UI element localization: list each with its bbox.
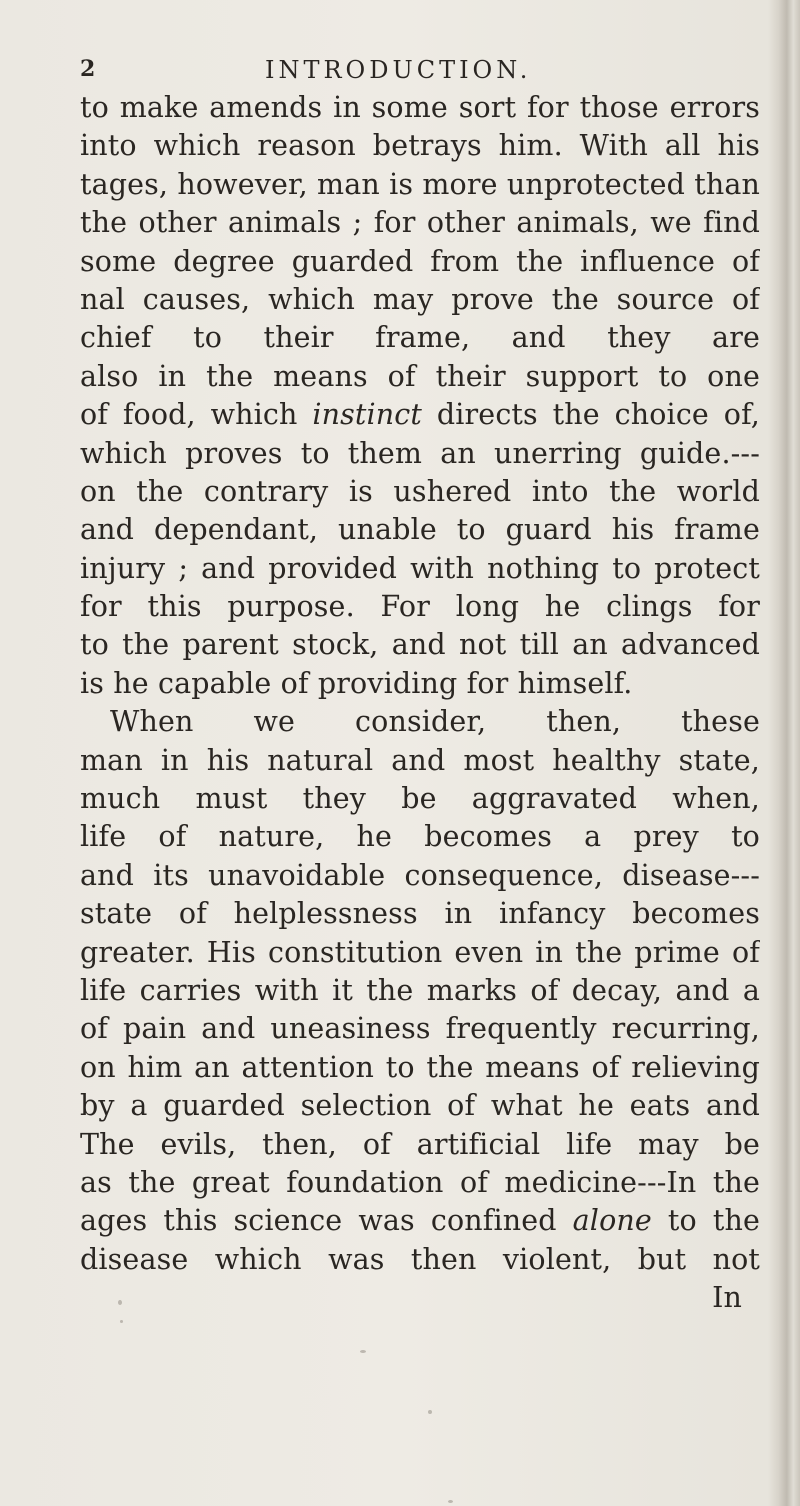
running-head: [80, 42, 760, 90]
text-line: on him an attention to the means of relieving: [80, 1050, 760, 1084]
running-head-title: INTRODUCTION.: [265, 56, 532, 84]
text-line: on the contrary is ushered into the world: [80, 474, 760, 508]
text-line: into which reason betrays him. With all his: [80, 129, 760, 163]
text-segment: ages this science was confined: [80, 1204, 573, 1238]
paper-speck: [428, 1410, 432, 1414]
page-edge: [778, 0, 800, 1506]
text-segment: directs the choice of,: [436, 398, 760, 432]
text-line: to make amends in some sort for those errors: [80, 91, 760, 124]
paper-speck: [120, 1320, 123, 1323]
text-line: some degree guarded from the influence of: [80, 244, 760, 278]
text-line: and its unavoidable consequence, disease---: [80, 858, 760, 892]
text-line: greater. His constitution even in the prime of: [80, 935, 760, 969]
text-line: chief to their frame, and they are: [80, 321, 760, 355]
text-line: is he capable of providing for himself.: [80, 666, 633, 700]
text-line: [80, 396, 760, 434]
italic-word: alone: [572, 1204, 652, 1238]
text-segment: to the: [651, 1204, 760, 1238]
text-line: man in his natural and most healthy state,: [80, 743, 760, 777]
text-line: which proves to them an unerring guide.---: [80, 436, 760, 470]
text-line: to the parent stock, and not till an advanced: [80, 628, 760, 662]
text-line: The evils, then, of artificial life may be: [80, 1127, 760, 1161]
catchword: In: [712, 1281, 742, 1315]
text-line: nal causes, which may prove the source of: [80, 282, 760, 316]
page-number: 2: [80, 56, 96, 82]
text-line: much must they be aggravated when,: [80, 782, 760, 816]
paper-speck: [118, 1300, 122, 1305]
text-line: life carries with it the marks of decay, and a: [80, 973, 760, 1007]
text-line: also in the means of their support to one: [80, 359, 760, 393]
paper-speck: [360, 1350, 366, 1353]
text-line: state of helplessness in infancy becomes: [80, 897, 760, 931]
text-line: life of nature, he becomes a prey to: [80, 820, 760, 854]
text-line: tages, however, man is more unprotected than: [80, 167, 760, 201]
body-text: [80, 89, 760, 1318]
text-line: as the great foundation of medicine---In the: [80, 1165, 760, 1199]
text-line: disease which was then violent, but not: [80, 1242, 760, 1276]
text-line: When we consider, then, these: [110, 705, 760, 739]
paper-speck: [448, 1500, 453, 1503]
text-line: for this purpose. For long he clings for: [80, 590, 760, 624]
text-line: and dependant, unable to guard his frame: [80, 513, 760, 547]
text-segment: of food, which: [80, 398, 313, 432]
italic-word: instinct: [312, 398, 423, 432]
text-line: injury ; and provided with nothing to protect: [80, 551, 760, 585]
text-line: of pain and uneasiness frequently recurring,: [80, 1012, 760, 1046]
text-line: the other animals ; for other animals, we find: [80, 206, 760, 240]
text-line: by a guarded selection of what he eats and: [80, 1089, 760, 1123]
text-line: [80, 1202, 760, 1240]
